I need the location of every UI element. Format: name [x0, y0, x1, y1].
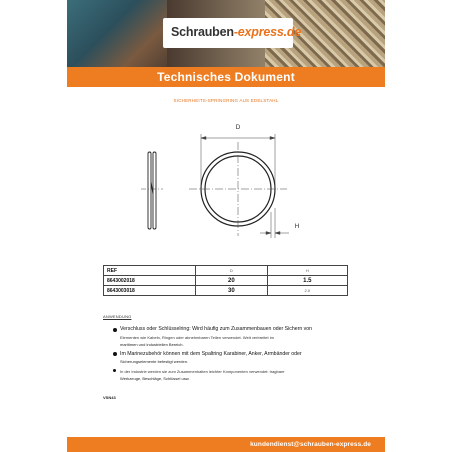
list-item: [113, 351, 358, 366]
diameter-label: D: [235, 124, 241, 131]
usage-detail-text: Werkzeuge, Beschläge, Schlüssel usw.: [120, 376, 190, 381]
document-code: VSN43: [103, 395, 116, 400]
usage-heading: ANWENDUNG: [103, 314, 132, 319]
list-item: [113, 368, 358, 382]
row-h: 2.0: [267, 286, 347, 296]
usage-detail-text: Sicherungselemente befestigt werden.: [120, 359, 189, 364]
title-banner: [67, 67, 385, 87]
header-d: D: [196, 266, 268, 276]
header-banner-image: [67, 0, 385, 67]
usage-main-text: Verschluss oder Schlüsselring: Wird häufig zum Zusammenbauen oder Sichern von: [120, 326, 313, 332]
support-email-link[interactable]: kundendienst@schrauben-express.de: [250, 440, 371, 448]
height-dimension: [260, 208, 289, 238]
header-ref: REF: [104, 266, 196, 276]
workshop-photo: [67, 0, 177, 67]
document-page: [67, 0, 385, 452]
height-label: H: [294, 223, 300, 230]
brand-suffix: -express.de: [233, 25, 302, 39]
usage-detail-text: Elementen wie Kabeln, Ringen oder abnehmbaren Teilen verwendet. Weit verbreitet im: [120, 334, 274, 340]
row-h: 1.5: [267, 276, 347, 286]
product-subtitle: SICHERHEITS-SPRINGRING AUS EDELSTAHL: [173, 98, 279, 103]
page-title: Technisches Dokument: [157, 70, 295, 84]
ring-side-view: [148, 152, 156, 229]
row-ref: 8643003018: [104, 286, 196, 296]
header-h: H: [267, 266, 347, 276]
table-row: [104, 276, 348, 286]
table-header-row: [104, 266, 348, 276]
row-ref: 8643002018: [104, 276, 196, 286]
row-d: 30: [196, 286, 268, 296]
technical-drawing: [67, 110, 385, 260]
usage-main-text: In der Industrie werden sie zum Zusammenhalten leichter Komponenten verwendet: tragbare: [120, 369, 285, 374]
usage-main-text: Im Marinezubehör können mit dem Spaltring Karabiner, Anker, Armbänder oder: [120, 350, 302, 357]
usage-detail-text: maritimen und industriellen Bereich.: [120, 341, 184, 347]
usage-list: [113, 326, 358, 385]
table-row: [104, 286, 348, 296]
brand-logo[interactable]: [171, 25, 301, 39]
specification-table: [103, 265, 348, 296]
list-item: [113, 326, 358, 348]
row-d: 20: [196, 276, 268, 286]
footer-banner: [67, 437, 385, 452]
brand-main: Schrauben: [171, 25, 234, 39]
